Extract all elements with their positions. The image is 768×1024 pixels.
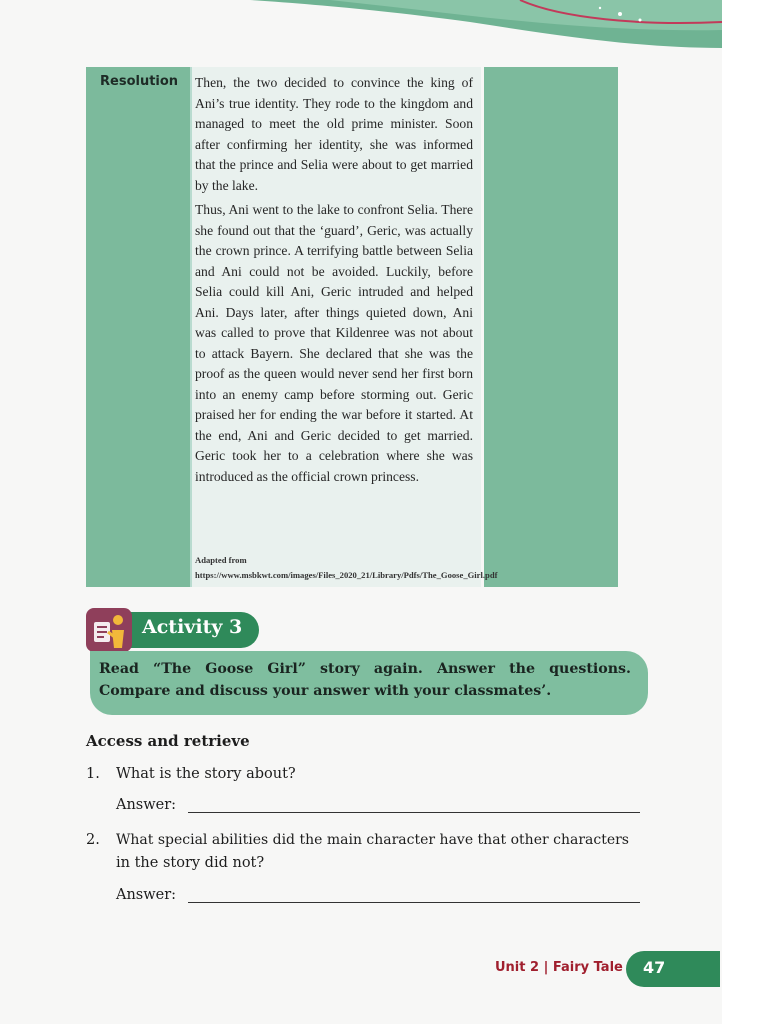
source-url: https://www.msbkwt.com/images/Files_2020_21/Library/Pdfs/The_Goose_Girl.pdf <box>195 570 498 580</box>
question-number: 2. <box>86 832 100 848</box>
activity-title: Activity 3 <box>142 616 243 638</box>
question-2 <box>86 829 656 877</box>
page-margin <box>722 0 768 1024</box>
story-side-column <box>484 67 618 587</box>
question-text: What is the story about? <box>116 766 296 782</box>
answer-line-2[interactable] <box>188 902 640 903</box>
section-heading: Access and retrieve <box>86 732 250 750</box>
answer-line-1[interactable] <box>188 812 640 813</box>
story-paragraph: Then, the two decided to convince the king of Ani’s true identity. They rode to the kingdom and managed to meet the old prime minister. Soon after confirming her identity, she was informed that the prince and Selia were about to get married by the lake. <box>195 75 473 193</box>
page-number: 47 <box>643 958 666 977</box>
unit-label: Unit 2 | Fairy Tale <box>495 960 623 975</box>
story-text <box>195 73 473 491</box>
question-number: 1. <box>86 766 100 782</box>
page-number-tab <box>626 951 720 987</box>
activity-icon <box>86 608 132 652</box>
activity-instruction: Read “The Goose Girl” story again. Answer the questions. Compare and discuss your answer with your classmates’. <box>99 661 631 699</box>
story-label-column <box>86 67 190 587</box>
answer-label: Answer: <box>116 797 177 813</box>
question-1 <box>86 763 646 787</box>
source-prefix: Adapted from <box>195 555 247 565</box>
source-citation <box>195 553 498 583</box>
answer-label: Answer: <box>116 887 177 903</box>
question-text-line: in the story did not? <box>116 855 265 871</box>
header-decoration <box>0 0 722 48</box>
story-paragraph: Thus, Ani went to the lake to confront Selia. There she found out that the ‘guard’, Geric, was actually the crown prince. A terrifying battle between Selia and Ani could not be avoided. Luckily, before Selia could kill Ani, Geric intruded and helped Ani. Days later, after things quieted down, Ani was called to prove that Kildenree was not about to attack Bayern. She declared that she was the proof as the queen would never send her first born into an enemy camp before storming out. Geric praised her for ending the war before it started. At the end, Ani and Geric decided to get married. Geric took her to a celebration where she was introduced as the official crown princess. <box>195 202 473 484</box>
section-label-resolution: Resolution <box>100 74 179 89</box>
question-text-line: What special abilities did the main character have that other characters <box>116 832 629 848</box>
